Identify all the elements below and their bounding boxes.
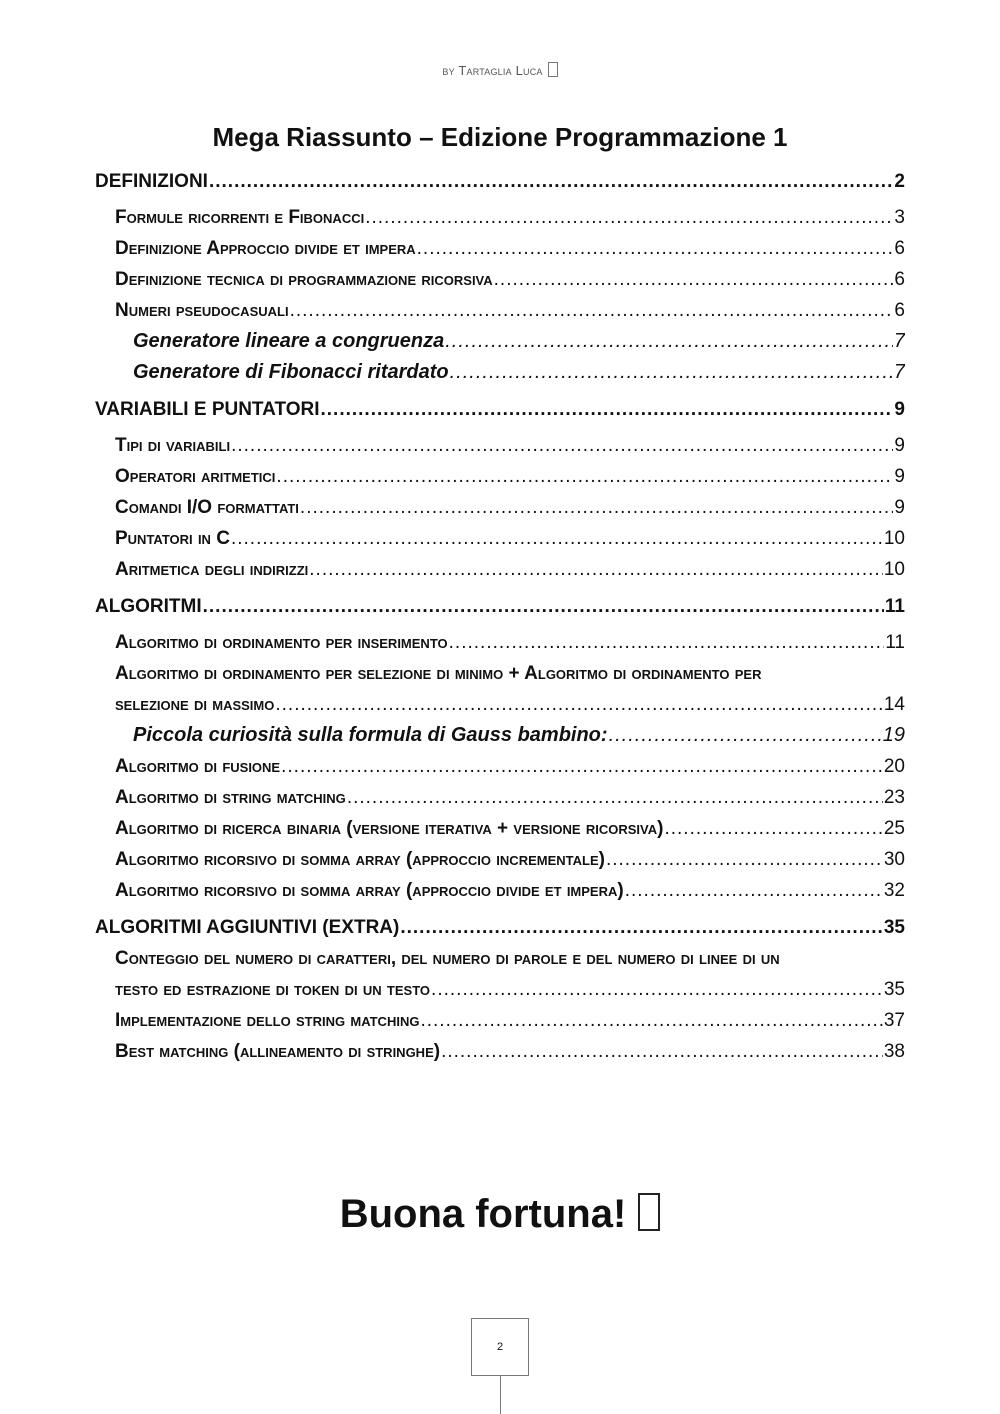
toc-entry-label: Generatore lineare a congruenza xyxy=(133,330,445,352)
toc-entry-best-matching[interactable] xyxy=(95,1036,905,1067)
toc-leader xyxy=(309,554,883,585)
toc-leader xyxy=(420,1005,882,1036)
toc-page-number: 9 xyxy=(894,497,905,518)
toc-page-number: 35 xyxy=(883,979,905,1000)
missing-glyph-icon xyxy=(638,1193,660,1231)
toc-page-number: 30 xyxy=(883,849,905,870)
toc-entry-fibrit[interactable] xyxy=(95,357,905,388)
toc-leader xyxy=(431,974,883,1005)
toc-entry-label: Algoritmo di string matching xyxy=(115,787,346,808)
toc-leader xyxy=(664,813,882,844)
toc-entry-label: ALGORITMI xyxy=(95,596,202,617)
toc-entry-label: Piccola curiosità sulla formula di Gauss bambino: xyxy=(133,724,608,746)
toc-entry-label: Algoritmo di ricerca binaria (versione iterativa + versione ricorsiva) xyxy=(115,818,664,839)
toc-entry-label: ALGORITMI AGGIUNTIVI (EXTRA) xyxy=(95,917,400,938)
toc-entry-label: DEFINIZIONI xyxy=(95,171,208,192)
toc-entry-implementazione[interactable] xyxy=(95,1005,905,1036)
toc-entry-label: Aritmetica degli indirizzi xyxy=(115,559,309,580)
header-author: by Tartaglia Luca xyxy=(442,63,543,78)
toc-leader xyxy=(276,461,893,492)
toc-entry-divide[interactable] xyxy=(95,233,905,264)
missing-glyph-icon xyxy=(548,62,558,77)
table-of-contents xyxy=(95,166,905,1067)
toc-entry-tipi[interactable] xyxy=(95,430,905,461)
toc-page-number: 6 xyxy=(894,300,905,321)
toc-leader xyxy=(417,233,894,264)
toc-leader xyxy=(290,295,894,326)
toc-entry-label: Operatori aritmetici xyxy=(115,466,276,487)
toc-entry-label: Formule ricorrenti e Fibonacci xyxy=(115,207,365,228)
toc-page-number: 7 xyxy=(893,330,905,352)
toc-leader xyxy=(441,1036,883,1067)
toc-leader xyxy=(275,689,883,720)
toc-entry-label: Algoritmo di ordinamento per inserimento xyxy=(115,632,448,653)
toc-entry-variabili[interactable] xyxy=(95,394,905,425)
toc-entry-label: Tipi di variabili xyxy=(115,435,231,456)
toc-entry-binaria[interactable] xyxy=(95,813,905,844)
toc-entry-label: Generatore di Fibonacci ritardato xyxy=(133,361,449,383)
toc-entry-label: Definizione tecnica di programmazione ricorsiva xyxy=(115,269,493,290)
document-title: Mega Riassunto – Edizione Programmazione 1 xyxy=(212,122,788,152)
toc-entry-ricorsiva[interactable] xyxy=(95,264,905,295)
toc-leader xyxy=(400,912,883,943)
toc-entry-selezione-line1[interactable]: Algoritmo di ordinamento per selezione di minimo + Algoritmo di ordinamento per xyxy=(115,663,762,684)
toc-leader xyxy=(606,844,883,875)
toc-entry-conteggio[interactable] xyxy=(95,974,905,1005)
toc-entry-label: Best matching (allineamento di stringhe) xyxy=(115,1041,441,1062)
toc-entry-string[interactable] xyxy=(95,782,905,813)
toc-leader xyxy=(231,430,893,461)
toc-page-number: 10 xyxy=(883,528,905,549)
toc-page-number: 20 xyxy=(883,756,905,777)
toc-page-number: 6 xyxy=(894,269,905,290)
toc-entry-label: VARIABILI E PUNTATORI xyxy=(95,399,320,420)
page-number-box: 2 xyxy=(471,1318,529,1376)
toc-entry-definizioni[interactable] xyxy=(95,166,905,197)
toc-page-number: 25 xyxy=(883,818,905,839)
toc-entry-somma-incrementale[interactable] xyxy=(95,844,905,875)
toc-entry-label: Algoritmo di fusione xyxy=(115,756,281,777)
toc-page-number: 7 xyxy=(893,361,905,383)
toc-leader xyxy=(445,326,893,357)
toc-page-number: 38 xyxy=(883,1041,905,1062)
toc-entry-label: selezione di massimo xyxy=(115,694,275,715)
toc-entry-formule[interactable] xyxy=(95,202,905,233)
toc-leader xyxy=(281,751,883,782)
toc-entry-label: Definizione Approccio divide et impera xyxy=(115,238,416,259)
toc-entry-conteggio-line1[interactable]: Conteggio del numero di caratteri, del numero di parole e del numero di linee di un xyxy=(115,948,780,969)
toc-page-number: 6 xyxy=(894,238,905,259)
toc-entry-operatori[interactable] xyxy=(95,461,905,492)
toc-entry-label: Comandi I/O formattati xyxy=(115,497,299,518)
toc-entry-gauss[interactable] xyxy=(95,720,905,751)
toc-entry-label: testo ed estrazione di token di un testo xyxy=(115,979,431,1000)
toc-entry-somma-divide[interactable] xyxy=(95,875,905,906)
toc-page-number: 35 xyxy=(883,917,905,938)
toc-page-number: 3 xyxy=(894,207,905,228)
toc-entry-indirizzi[interactable] xyxy=(95,554,905,585)
toc-entry-comandi[interactable] xyxy=(95,492,905,523)
toc-page-number: 14 xyxy=(883,694,905,715)
toc-page-number: 10 xyxy=(883,559,905,580)
toc-leader xyxy=(231,523,883,554)
toc-leader xyxy=(347,782,883,813)
toc-page-number: 11 xyxy=(884,596,905,617)
toc-entry-selezione[interactable] xyxy=(95,689,905,720)
toc-entry-puntatori[interactable] xyxy=(95,523,905,554)
toc-leader xyxy=(365,202,893,233)
toc-leader xyxy=(449,627,885,658)
closing-message xyxy=(0,1192,1000,1237)
toc-leader xyxy=(609,720,882,751)
page-number-line xyxy=(500,1376,501,1414)
toc-leader xyxy=(450,357,893,388)
toc-page-number: 23 xyxy=(883,787,905,808)
toc-leader xyxy=(625,875,883,906)
toc-entry-label: Puntatori in C xyxy=(115,528,230,549)
toc-leader xyxy=(300,492,894,523)
toc-entry-label: Algoritmo ricorsivo di somma array (approccio divide et impera) xyxy=(115,880,624,901)
toc-page-number: 11 xyxy=(885,632,905,653)
toc-entry-pseudo[interactable] xyxy=(95,295,905,326)
toc-entry-label: Numeri pseudocasuali xyxy=(115,300,289,321)
toc-page-number: 9 xyxy=(894,466,905,487)
toc-entry-label: Implementazione dello string matching xyxy=(115,1010,420,1031)
toc-entry-lineare[interactable] xyxy=(95,326,905,357)
toc-page-number: 19 xyxy=(882,724,905,746)
toc-entry-label: Algoritmo ricorsivo di somma array (approccio incrementale) xyxy=(115,849,605,870)
toc-page-number: 9 xyxy=(894,399,905,420)
toc-page-number: 2 xyxy=(894,171,905,192)
closing-text: Buona fortuna! xyxy=(339,1192,627,1236)
toc-page-number: 37 xyxy=(883,1010,905,1031)
toc-leader xyxy=(209,166,893,197)
toc-page-number: 32 xyxy=(883,880,905,901)
toc-leader xyxy=(494,264,894,295)
toc-entry-inserimento[interactable] xyxy=(95,627,905,658)
toc-leader xyxy=(203,591,884,622)
page-header xyxy=(0,62,1000,78)
toc-page-number: 9 xyxy=(894,435,905,456)
toc-leader xyxy=(320,394,893,425)
toc-entry-fusione[interactable] xyxy=(95,751,905,782)
toc-entry-extra[interactable] xyxy=(95,912,905,943)
toc-entry-algoritmi[interactable] xyxy=(95,591,905,622)
